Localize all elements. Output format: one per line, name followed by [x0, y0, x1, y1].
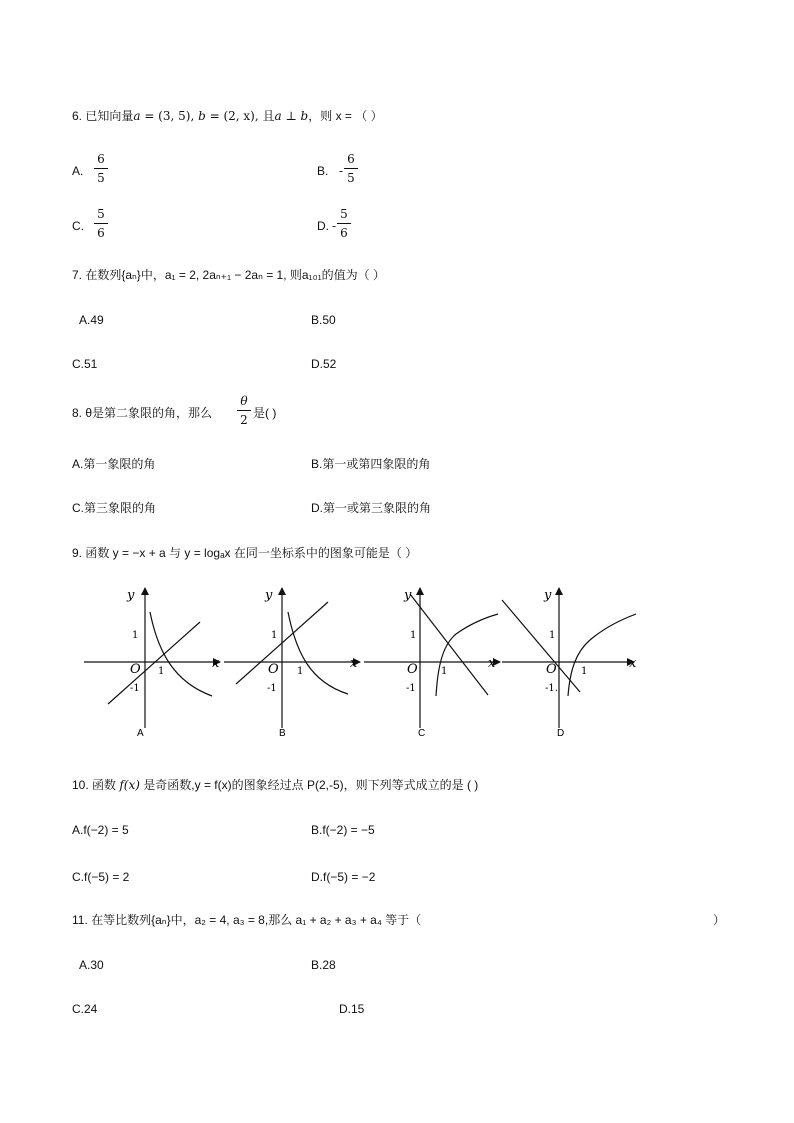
- axis-y-label: y: [265, 588, 273, 603]
- q11-option-d: D.15: [339, 1002, 365, 1016]
- numerator: 5: [340, 207, 348, 221]
- q7-option-b: B.50: [311, 313, 336, 327]
- denominator: 5: [97, 171, 105, 185]
- graph-b: [224, 588, 360, 739]
- perpendicular-condition: a ⊥ b: [274, 109, 309, 123]
- tick-x-1: 1: [441, 666, 448, 677]
- fraction: [343, 152, 359, 185]
- denominator: 6: [340, 226, 348, 240]
- numerator: θ: [240, 394, 248, 408]
- q8-stem-tail: 是( ): [253, 406, 277, 420]
- minus-sign: -: [339, 164, 344, 178]
- axis-x-label: x: [212, 656, 220, 671]
- line-graph: [410, 594, 488, 695]
- tick-x-1: 1: [158, 666, 165, 677]
- graph-caption: A: [137, 728, 144, 739]
- fraction: [93, 207, 109, 240]
- q10-option-c: C.f(−5) = 2: [72, 870, 130, 884]
- origin-label: O: [130, 662, 141, 677]
- origin-label: O: [407, 662, 418, 677]
- graph-c: [364, 588, 500, 739]
- q7-option-a: A.49: [79, 313, 104, 327]
- q11-option-c: C.24: [72, 1002, 98, 1016]
- denominator: 6: [97, 226, 105, 240]
- option-label: D.: [317, 219, 329, 233]
- vector-a: a: [133, 109, 141, 123]
- tick-x-1: 1: [297, 666, 304, 677]
- q6-stem: [72, 108, 383, 124]
- tick-neg-1: -1: [406, 683, 416, 694]
- graph-a: [84, 588, 220, 739]
- vector-a-value: = (3, 5),: [140, 109, 199, 123]
- numerator: 6: [347, 152, 355, 166]
- graph-caption: D: [557, 728, 565, 739]
- q10-option-d: D.f(−5) = −2: [311, 870, 376, 884]
- q11-stem-end: ）: [713, 913, 726, 927]
- graph-caption: B: [279, 728, 286, 739]
- option-label: B.: [317, 164, 329, 178]
- tick-y-1: 1: [271, 630, 278, 641]
- q10-stem: [72, 777, 478, 793]
- q10-stem-text: 10. 函数: [72, 778, 120, 792]
- fraction-theta-over-2: [236, 394, 252, 427]
- q7-option-d: D.52: [311, 357, 337, 371]
- q6-stem-text: 6. 已知向量: [72, 109, 134, 123]
- denominator: 5: [347, 171, 355, 185]
- axis-y-label: y: [404, 588, 412, 603]
- q6-stem-tail: ，则 x = （ ）: [308, 109, 383, 123]
- log-curve: [568, 614, 636, 696]
- function-fx: f(x): [119, 778, 140, 792]
- fraction: [93, 152, 109, 185]
- origin-label: O: [268, 662, 279, 677]
- origin-label: O: [546, 662, 557, 677]
- vector-b: b: [198, 109, 206, 123]
- log-curve: [288, 612, 348, 694]
- graph-d: [502, 588, 637, 739]
- q7-stem: 7. 在数列{aₙ}中，a₁ = 2, 2aₙ₊₁ − 2aₙ = 1, 则a₁₀₁的值为（ ）: [72, 268, 385, 282]
- line-graph: [502, 600, 580, 692]
- q10-option-b: B.f(−2) = −5: [311, 823, 375, 837]
- q10-stem-tail: 是奇函数,y = f(x)的图象经过点 P(2,-5)，则下列等式成立的是 ( ): [139, 778, 479, 792]
- axis-y-label: y: [544, 588, 552, 603]
- tick-neg-1: -1.: [545, 683, 558, 694]
- q11-option-b: B.28: [311, 958, 336, 972]
- log-curve: [150, 612, 212, 696]
- tick-y-1: 1: [410, 630, 417, 641]
- q9-graphs: [78, 582, 648, 744]
- q8-stem-text: 8. θ是第二象限的角，那么: [72, 406, 213, 420]
- option-label: A.: [72, 164, 84, 178]
- tick-x-1: 1: [581, 666, 588, 677]
- q8-option-a: A.第一象限的角: [72, 457, 156, 471]
- axis-x-label: x: [350, 656, 358, 671]
- tick-neg-1: -1: [267, 683, 277, 694]
- numerator: 6: [97, 152, 105, 166]
- denominator: 2: [240, 413, 248, 427]
- graph-caption: C: [418, 728, 426, 739]
- axis-y-label: y: [127, 588, 135, 603]
- tick-y-1: 1: [549, 630, 556, 641]
- q8-option-c: C.第三象限的角: [72, 501, 157, 515]
- log-curve: [436, 614, 498, 696]
- q11-option-a: A.30: [79, 958, 104, 972]
- q11-stem: 11. 在等比数列{aₙ}中，a₂ = 4, a₃ = 8,那么 a₁ + a₂ + a₃ + a₄ 等于（: [72, 913, 422, 927]
- q7-option-c: C.51: [72, 357, 98, 371]
- q8-option-b: B.第一或第四象限的角: [311, 457, 431, 471]
- q9-stem: 9. 函数 y = −x + a 与 y = logₐx 在同一坐标系中的图象可能是（ ）: [72, 546, 418, 560]
- numerator: 5: [97, 207, 105, 221]
- q8-option-d: D.第一或第三象限的角: [311, 501, 432, 515]
- tick-neg-1: -1: [130, 683, 140, 694]
- axis-x-label: x: [629, 656, 637, 671]
- tick-y-1: 1: [132, 630, 139, 641]
- q10-option-a: A.f(−2) = 5: [72, 823, 129, 837]
- vector-b-value: = (2, x), 且: [205, 109, 275, 123]
- line-graph: [108, 622, 200, 704]
- option-label: C.: [72, 219, 84, 233]
- axis-x-label: x: [488, 656, 496, 671]
- minus-sign: -: [332, 219, 337, 233]
- fraction: [336, 207, 352, 240]
